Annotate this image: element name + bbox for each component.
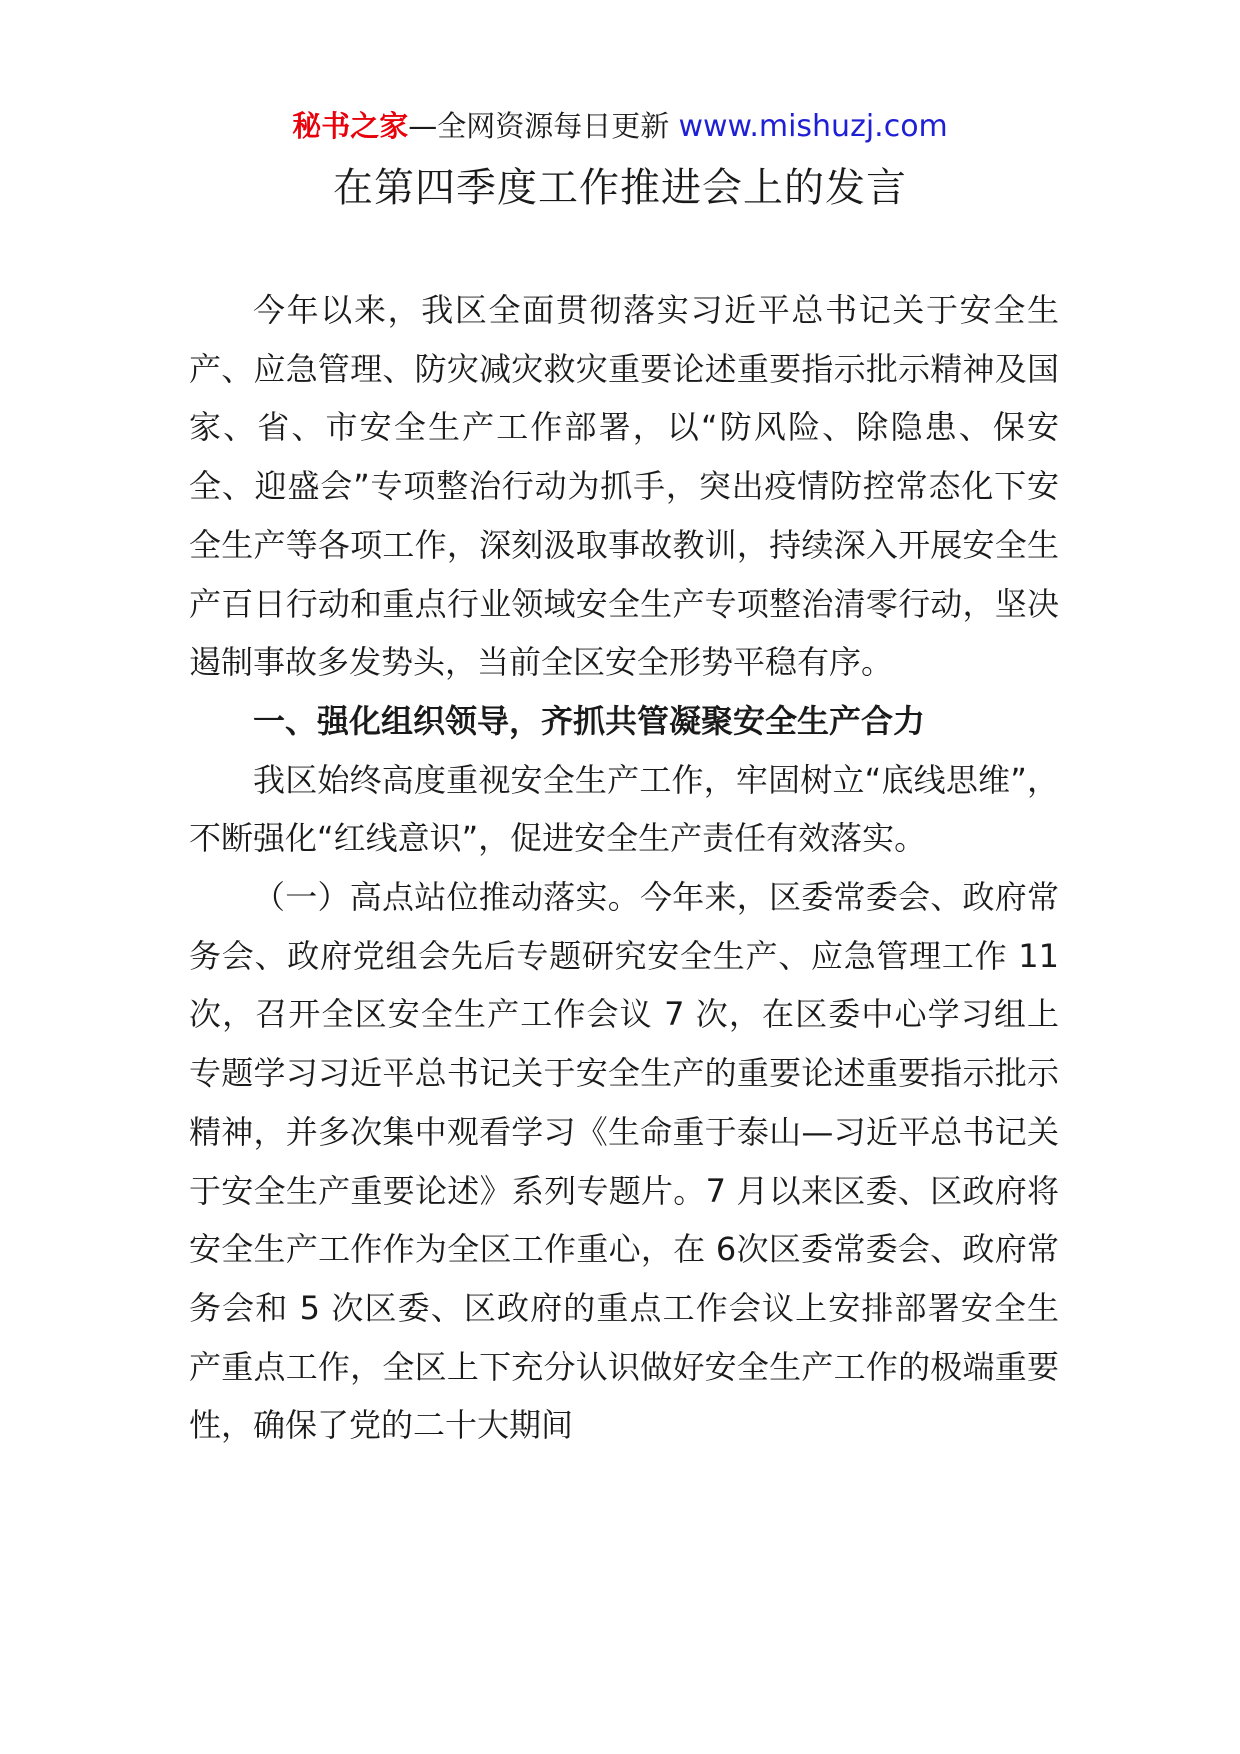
header-tagline: —全网资源每日更新 [408,109,670,143]
section-intro-paragraph: 我区始终高度重视安全生产工作，牢固树立“底线思维”，不断强化“红线意识”，促进安全生产责任有效落实。 [189,760,1059,858]
document-body [189,281,1059,1455]
site-url-link[interactable]: www.mishuzj.com [678,109,948,144]
section-heading: 一、强化组织领导，齐抓共管凝聚安全生产合力 [253,701,926,740]
subsection-paragraph: （一）高点站位推动落实。今年来，区委常委会、政府常务会、政府党组会先后专题研究安全生产、应急管理工作 11 次，召开全区安全生产工作会议 7 次，在区委中心学习组上专题学习习近平总书记关于安全生产的重要论述重要指示批示精神，并多次集中观看学习《生命重于泰山—习近平总书记关于安全生产重要论述》系列专题片。7 月以来区委、区政府将安全生产工作作为全区工作重心，在 6次区委常委会、政府常务会和 5 次区委、区政府的重点工作会议上安排部署安全生产重点工作，全区上下充分认识做好安全生产工作的极端重要性，确保了党的二十大期间 [189,878,1059,1445]
brand-name: 秘书之家 [292,109,409,143]
intro-paragraph: 今年以来，我区全面贯彻落实习近平总书记关于安全生产、应急管理、防灾减灾救灾重要论述重要指示批示精神及国家、省、市安全生产工作部署，以“防风险、除隐患、保安全、迎盛会”专项整治行动为抓手，突出疫情防控常态化下安全生产等各项工作，深刻汲取事故教训，持续深入开展安全生产百日行动和重点行业领域安全生产专项整治清零行动，坚决遏制事故多发势头，当前全区安全形势平稳有序。 [189,291,1059,682]
document-title: 在第四季度工作推进会上的发言 [333,165,907,211]
site-header [0,106,1240,147]
